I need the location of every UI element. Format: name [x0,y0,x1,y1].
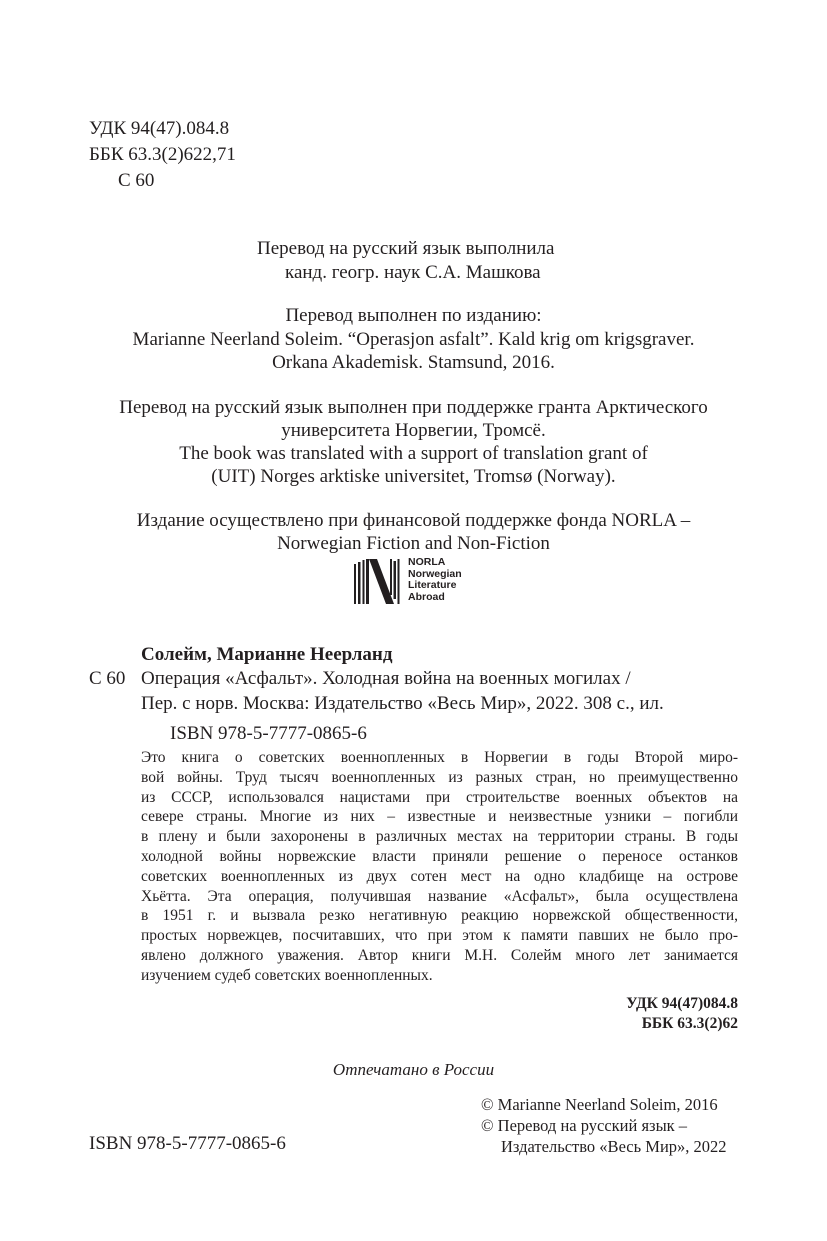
grant-line-1: Перевод на русский язык выполнен при поддержке гранта Арктического [119,397,708,418]
abstract-line: севере страны. Многие из них – известные и неизвестные узники – погибли [141,808,738,826]
norla-logo [352,558,477,606]
norla-line-2: Norwegian Fiction and Non-Fiction [277,533,550,554]
abstract-line: вой войны. Труд тысяч военнопленных из разных стран, но преимущественно [141,768,738,786]
udk-code: УДК 94(47).084.8 [89,118,230,139]
norla-n-mark-icon [352,558,404,606]
catalog-isbn: ISBN 978-5-7777-0865-6 [170,723,367,744]
grant-line-4: (UIT) Norges arktiske universitet, Tromsø (Norway). [211,466,616,487]
logo-text-line-4: Abroad [408,590,445,603]
abstract-line: в плену и были захоронены в различных местах на территории страны. В годы [141,828,738,846]
copyright-translation-line-2: Издательство «Весь Мир», 2022 [501,1137,727,1156]
grant-line-3: The book was translated with a support of translation grant of [179,443,648,464]
translator-line-1: Перевод на русский язык выполнила [257,238,555,259]
catalog-mark: С 60 [89,668,126,689]
catalog-title-line-2: Пер. с норв. Москва: Издательство «Весь Мир», 2022. 308 с., ил. [141,693,664,714]
abstract-line: холодной войны норвежские власти приняли решение о переносе останков [141,847,738,865]
abstract-line: простых норвежцев, посчитавших, что при этом к памяти павших не было про- [141,927,738,945]
bbk-code: ББК 63.3(2)622,71 [89,144,236,165]
logo-text-line-3: Literature [408,579,457,592]
abstract-line: Это книга о советских военнопленных в Норвегии в годы Второй миро- [141,749,738,766]
catalog-title-line-1: Операция «Асфальт». Холодная война на военных могилах / [141,668,631,689]
abstract-line: явлено должного уважения. Автор книги М.Н. Солейм много лет занимается [141,946,738,964]
catalog-author: Солейм, Марианне Неерланд [141,644,393,665]
catalog-udk: УДК 94(47)084.8 [626,995,738,1012]
imprint-isbn: ISBN 978-5-7777-0865-6 [89,1133,286,1154]
copyright-translation-line-1: © Перевод на русский язык – [481,1116,688,1135]
abstract-line: советских военнопленных из двух сотен мест на одно кладбище на острове [141,867,738,885]
grant-line-2: университета Норвегии, Тромсё. [281,420,546,441]
translator-line-2: канд. геогр. наук С.А. Машкова [285,262,541,283]
abstract-line: из СССР, использовался нацистами при строительстве военных объектов на [141,788,738,806]
source-line-3: Orkana Akademisk. Stamsund, 2016. [272,352,555,373]
author-mark: С 60 [118,170,155,191]
logo-text-line-1: NORLA [408,556,446,568]
norla-line-1: Издание осуществлено при финансовой поддержке фонда NORLA – [136,510,691,531]
source-line-2: Marianne Neerland Soleim. “Operasjon asfalt”. Kald krig om krigsgraver. [132,329,695,350]
abstract-line: Хьётта. Эта операция, получившая название «Асфальт», была осуществлена [141,887,738,905]
abstract-line: в 1951 г. и вызвала резко негативную реакцию норвежской общественности, [141,907,738,925]
catalog-abstract [141,748,738,986]
printed-in-russia: Отпечатано в России [332,1060,495,1079]
source-line-1: Перевод выполнен по изданию: [285,305,542,326]
catalog-bbk: ББК 63.3(2)62 [641,1015,738,1032]
copyright-original: © Marianne Neerland Soleim, 2016 [481,1095,718,1114]
abstract-line: изучением судеб советских военнопленных. [141,966,433,984]
logo-text-line-2: Norwegian [408,567,462,580]
